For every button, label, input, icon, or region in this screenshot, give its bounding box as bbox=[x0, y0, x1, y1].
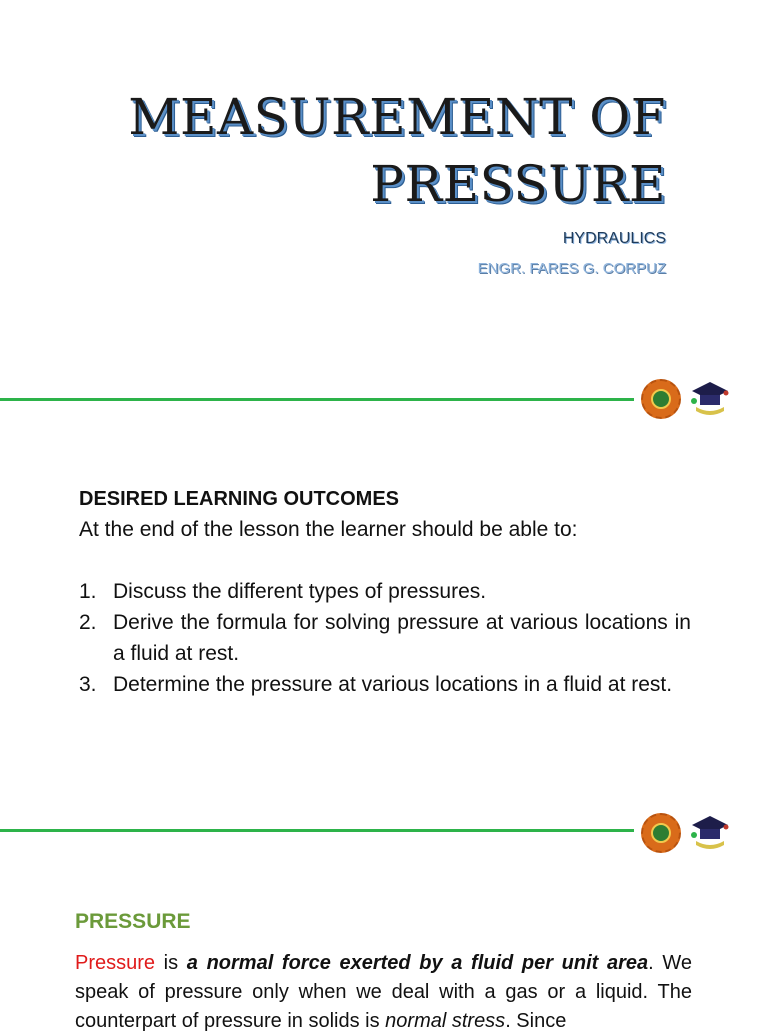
list-item: 2. Derive the formula for solving pressure at various locations in a fluid at rest. bbox=[79, 611, 691, 665]
author: ENGR. FARES G. CORPUZ bbox=[477, 260, 666, 277]
title-line-2: PRESSURE bbox=[370, 155, 666, 213]
list-item: 3. Determine the pressure at various locations in a fluid at rest. bbox=[79, 673, 673, 696]
university-gear-seal-icon bbox=[641, 379, 681, 419]
list-item: 1. Discuss the different types of pressures. bbox=[79, 580, 487, 603]
pressure-term: Pressure bbox=[75, 952, 156, 974]
divider-rule bbox=[0, 398, 634, 401]
outcomes-list bbox=[79, 576, 691, 700]
page-title bbox=[128, 84, 666, 218]
subtitle: HYDRAULICS bbox=[562, 230, 666, 247]
normal-stress-term: normal stress bbox=[385, 1010, 506, 1032]
outcomes-intro: At the end of the lesson the learner should be able to: bbox=[79, 518, 578, 541]
pressure-paragraph: Pressure is a normal force exerted by a fluid per unit area. We speak of pressure only when we deal with a gas or a liquid. The counterpart of pressure in solids is normal stress. Since bbox=[75, 952, 693, 1032]
pressure-definition: a normal force exerted by a fluid per unit area bbox=[186, 952, 649, 974]
section-heading: PRESSURE bbox=[75, 910, 191, 933]
outcomes-heading: DESIRED LEARNING OUTCOMES bbox=[79, 488, 400, 510]
engineering-graduation-cap-icon bbox=[688, 811, 732, 853]
engineering-graduation-cap-icon bbox=[688, 377, 732, 419]
divider-rule bbox=[0, 829, 634, 832]
university-gear-seal-icon bbox=[641, 813, 681, 853]
title-line-1: MEASUREMENT OF bbox=[128, 88, 666, 146]
